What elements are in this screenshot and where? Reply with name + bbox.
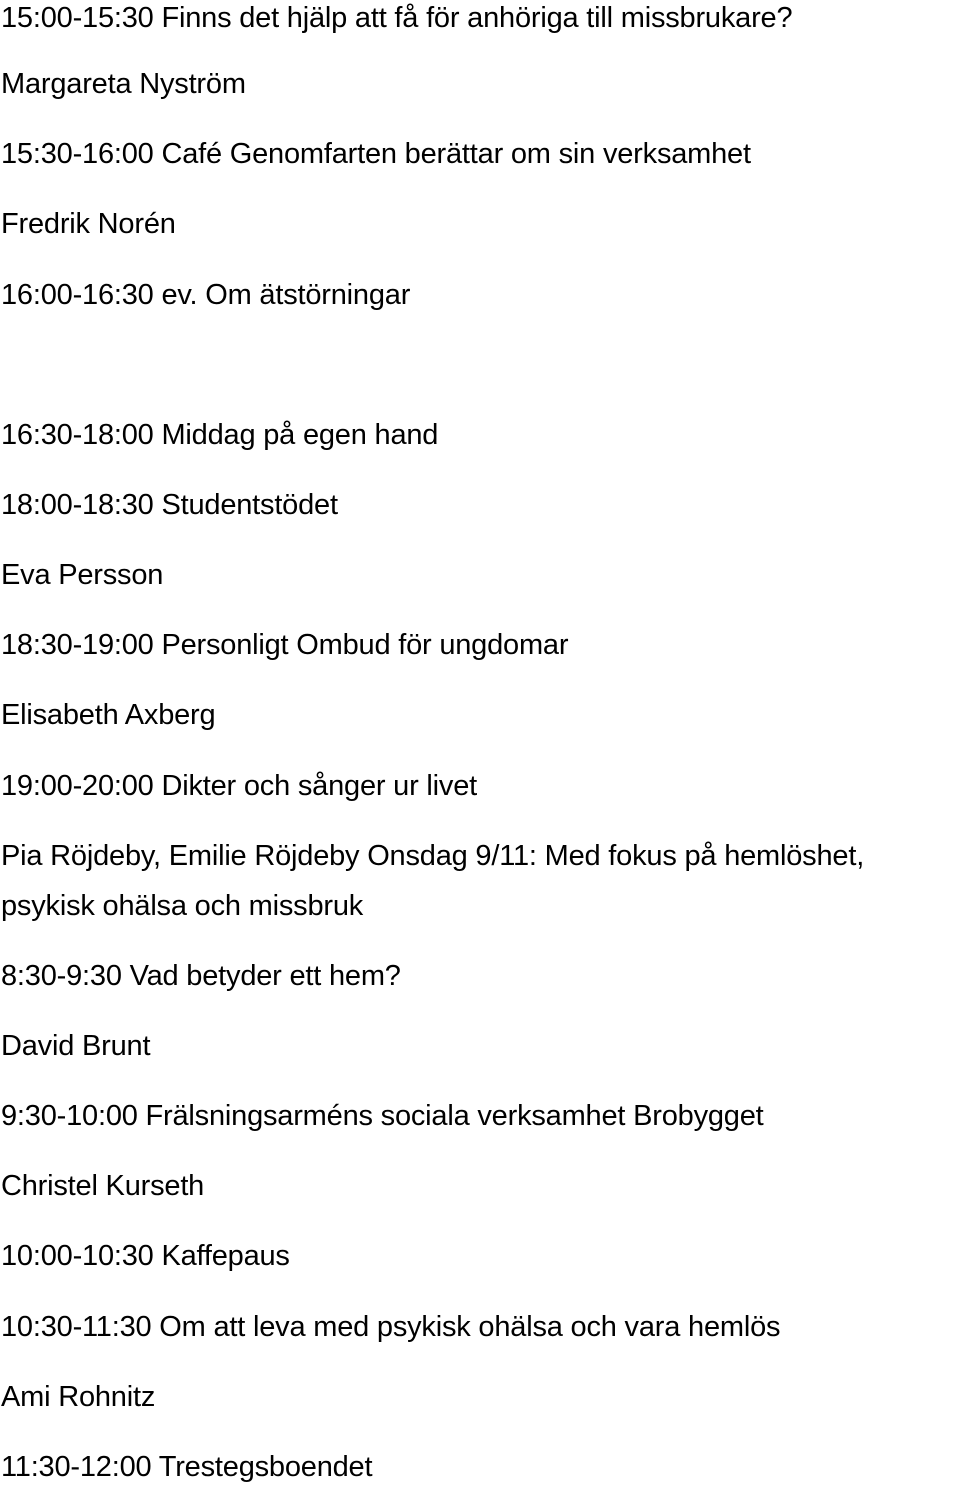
schedule-line: 10:00-10:30 Kaffepaus	[1, 1240, 290, 1272]
schedule-line: 8:30-9:30 Vad betyder ett hem?	[1, 960, 401, 992]
speaker-line: Elisabeth Axberg	[1, 699, 216, 731]
speaker-line: Christel Kurseth	[1, 1170, 205, 1202]
schedule-line: 18:00-18:30 Studentstödet	[1, 489, 338, 521]
speaker-line: David Brunt	[1, 1030, 151, 1062]
schedule-line: 10:30-11:30 Om att leva med psykisk ohälsa och vara hemlös	[1, 1311, 781, 1343]
schedule-line: 9:30-10:00 Frälsningsarméns sociala verksamhet Brobygget	[1, 1100, 764, 1132]
speaker-line: Fredrik Norén	[1, 208, 176, 240]
schedule-line: 11:30-12:00 Trestegsboendet	[1, 1451, 373, 1483]
speaker-line: Pia Röjdeby, Emilie Röjdeby Onsdag 9/11: Med fokus på hemlöshet,	[1, 840, 865, 872]
speaker-line: Eva Persson	[1, 559, 164, 591]
schedule-line: 16:30-18:00 Middag på egen hand	[1, 419, 439, 451]
day-heading-continuation: psykisk ohälsa och missbruk	[1, 890, 364, 922]
schedule-line: 15:30-16:00 Café Genomfarten berättar om sin verksamhet	[1, 138, 751, 170]
speaker-line: Ami Rohnitz	[1, 1381, 156, 1413]
schedule-line: 15:00-15:30 Finns det hjälp att få för anhöriga till missbrukare?	[1, 2, 793, 34]
schedule-line: 18:30-19:00 Personligt Ombud för ungdomar	[1, 629, 569, 661]
schedule-line: 16:00-16:30 ev. Om ätstörningar	[1, 279, 411, 311]
speaker-line: Margareta Nyström	[1, 68, 246, 100]
schedule-line: 19:00-20:00 Dikter och sånger ur livet	[1, 770, 477, 802]
